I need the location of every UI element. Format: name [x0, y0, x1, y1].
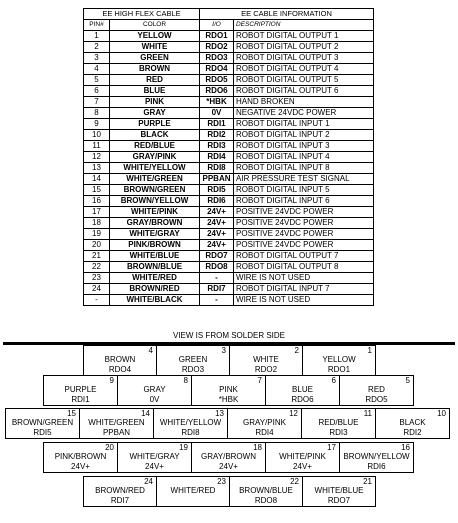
connector-pin-16 — [339, 442, 414, 473]
description-cell: POSITIVE 24VDC POWER — [234, 229, 374, 240]
io-cell: RDI4 — [200, 152, 234, 163]
description-cell: ROBOT DIGITAL OUTPUT 4 — [234, 64, 374, 75]
pin-number: 4 — [148, 346, 153, 355]
io-cell: RDO4 — [200, 64, 234, 75]
io-cell: RDI2 — [200, 130, 234, 141]
pin-signal: RDI2 — [403, 428, 422, 437]
column-header-io: I/O — [200, 20, 234, 31]
description-cell: ROBOT DIGITAL INPUT 5 — [234, 185, 374, 196]
description-cell: ROBOT DIGITAL INPUT 6 — [234, 196, 374, 207]
pin-number: 19 — [179, 443, 188, 452]
color-cell: RED/BLUE — [110, 141, 200, 152]
pin-wire-color: BROWN — [104, 355, 136, 364]
io-cell: RDO7 — [200, 251, 234, 262]
pin-cell: 13 — [84, 163, 110, 174]
connector-pin-2 — [229, 345, 303, 376]
color-cell: GRAY — [110, 108, 200, 119]
color-cell: BROWN — [110, 64, 200, 75]
io-cell: RDI3 — [200, 141, 234, 152]
pin-wire-color: GRAY — [143, 385, 166, 394]
pin-wire-color: YELLOW — [322, 355, 356, 364]
io-cell: RDI8 — [200, 163, 234, 174]
description-cell: ROBOT DIGITAL INPUT 4 — [234, 152, 374, 163]
color-cell: WHITE/BLUE — [110, 251, 200, 262]
pin-signal: RDO3 — [181, 365, 205, 374]
pin-wire-color: WHITE/PINK — [279, 452, 326, 461]
pin-number: 21 — [363, 477, 372, 486]
connector-pin-4 — [83, 345, 157, 376]
pin-signal: RDI4 — [255, 428, 274, 437]
io-cell: 24V+ — [200, 229, 234, 240]
pin-cell: 8 — [84, 108, 110, 119]
pin-cell: 9 — [84, 119, 110, 130]
pin-number: 1 — [367, 346, 372, 355]
io-cell: 0V — [200, 108, 234, 119]
description-cell: NEGATIVE 24VDC POWER — [234, 108, 374, 119]
color-cell: WHITE/GREEN — [110, 174, 200, 185]
pin-wire-color: BROWN/RED — [95, 486, 145, 495]
pin-number: 15 — [67, 409, 76, 418]
connector-pin-14 — [79, 408, 154, 439]
color-cell: YELLOW — [110, 31, 200, 42]
pin-signal: RDO8 — [254, 496, 278, 505]
color-cell: PINK/BROWN — [110, 240, 200, 251]
color-cell: BROWN/RED — [110, 284, 200, 295]
connector-pin-9 — [43, 375, 118, 406]
pin-signal: RDI8 — [181, 428, 200, 437]
description-cell: POSITIVE 24VDC POWER — [234, 218, 374, 229]
color-cell: BROWN/BLUE — [110, 262, 200, 273]
pin-wire-color: BROWN/GREEN — [11, 418, 74, 427]
pin-cell: 11 — [84, 141, 110, 152]
description-cell: ROBOT DIGITAL OUTPUT 1 — [234, 31, 374, 42]
pin-cell: 19 — [84, 229, 110, 240]
description-cell: ROBOT DIGITAL INPUT 1 — [234, 119, 374, 130]
connector-pin-1 — [302, 345, 376, 376]
color-cell: BLUE — [110, 86, 200, 97]
color-cell: WHITE/PINK — [110, 207, 200, 218]
connector-pin-12 — [227, 408, 302, 439]
pin-cell: 17 — [84, 207, 110, 218]
pin-wire-color: BROWN/BLUE — [239, 486, 293, 495]
connector-pin-21 — [302, 476, 376, 507]
io-cell: - — [200, 273, 234, 284]
pin-cell: 22 — [84, 262, 110, 273]
pin-cell: 5 — [84, 75, 110, 86]
io-cell: RDI5 — [200, 185, 234, 196]
pin-cell: 4 — [84, 64, 110, 75]
pin-number: 14 — [141, 409, 150, 418]
io-cell: RDI6 — [200, 196, 234, 207]
pin-signal: RDI1 — [71, 395, 90, 404]
pin-cell: 6 — [84, 86, 110, 97]
pin-number: 17 — [327, 443, 336, 452]
pin-signal: *HBK — [218, 395, 239, 404]
pin-wire-color: PINK — [219, 385, 238, 394]
pin-cell: 7 — [84, 97, 110, 108]
color-cell: GRAY/PINK — [110, 152, 200, 163]
pin-number: 7 — [257, 376, 262, 385]
pin-cell: 20 — [84, 240, 110, 251]
pin-number: 23 — [217, 477, 226, 486]
connector-pin-5 — [339, 375, 414, 406]
pin-wire-color: RED — [368, 385, 385, 394]
pin-cell: 1 — [84, 31, 110, 42]
pin-cell: 16 — [84, 196, 110, 207]
io-cell: 24V+ — [200, 218, 234, 229]
io-cell: 24V+ — [200, 207, 234, 218]
pin-number: 10 — [437, 409, 446, 418]
color-cell: GRAY/BROWN — [110, 218, 200, 229]
header-high-flex-cable: EE HIGH FLEX CABLE — [84, 9, 200, 20]
pin-cell: 12 — [84, 152, 110, 163]
color-cell: WHITE/GRAY — [110, 229, 200, 240]
column-header-color: COLOR — [110, 20, 200, 31]
color-cell: BLACK — [110, 130, 200, 141]
pin-cell: 15 — [84, 185, 110, 196]
connector-pin-22 — [229, 476, 303, 507]
io-cell: RDO3 — [200, 53, 234, 64]
connector-pin-6 — [265, 375, 340, 406]
description-cell: POSITIVE 24VDC POWER — [234, 240, 374, 251]
pin-signal: RDI7 — [110, 496, 130, 505]
pin-signal: 24V+ — [219, 462, 238, 471]
description-cell: ROBOT DIGITAL OUTPUT 6 — [234, 86, 374, 97]
pin-number: 22 — [290, 477, 299, 486]
connector-pin-23 — [156, 476, 230, 507]
connector-pin-3 — [156, 345, 230, 376]
column-header-pin: PIN# — [84, 20, 110, 31]
pin-number: 24 — [144, 477, 153, 486]
pin-wire-color: WHITE — [253, 355, 279, 364]
pin-signal: 0V — [149, 395, 160, 404]
pin-signal: RDO1 — [327, 365, 351, 374]
pin-number: 18 — [253, 443, 262, 452]
pin-number: 6 — [331, 376, 336, 385]
connector-pin-10 — [375, 408, 450, 439]
io-cell: - — [200, 295, 234, 306]
io-cell: RDI1 — [200, 119, 234, 130]
pin-wire-color: BLUE — [292, 385, 313, 394]
description-cell: ROBOT DIGITAL INPUT 3 — [234, 141, 374, 152]
description-cell: ROBOT DIGITAL INPUT 8 — [234, 163, 374, 174]
color-cell: WHITE/BLACK — [110, 295, 200, 306]
pin-number: 9 — [109, 376, 114, 385]
io-cell: RDO8 — [200, 262, 234, 273]
pin-wire-color: BLACK — [399, 418, 426, 427]
description-cell: ROBOT DIGITAL OUTPUT 3 — [234, 53, 374, 64]
pin-number: 2 — [294, 346, 299, 355]
description-cell: HAND BROKEN — [234, 97, 374, 108]
connector-pin-18 — [191, 442, 266, 473]
description-cell: POSITIVE 24VDC POWER — [234, 207, 374, 218]
pin-signal: RDI6 — [367, 462, 386, 471]
connector-pin-11 — [301, 408, 376, 439]
connector-pin-13 — [153, 408, 228, 439]
description-cell: ROBOT DIGITAL OUTPUT 5 — [234, 75, 374, 86]
description-cell: WIRE IS NOT USED — [234, 295, 374, 306]
description-cell: ROBOT DIGITAL INPUT 7 — [234, 284, 374, 295]
pin-cell: 2 — [84, 42, 110, 53]
pin-number: 3 — [221, 346, 226, 355]
color-cell: PURPLE — [110, 119, 200, 130]
pin-signal: RDI3 — [329, 428, 348, 437]
color-cell: WHITE/RED — [110, 273, 200, 284]
pin-wire-color: RED/BLUE — [318, 418, 359, 427]
pin-wire-color: WHITE/GREEN — [88, 418, 145, 427]
pin-signal: RDO5 — [365, 395, 388, 404]
pin-number: 11 — [363, 409, 372, 418]
pin-wire-color: WHITE/YELLOW — [159, 418, 222, 427]
connector-pin-20 — [43, 442, 118, 473]
pin-wire-color: PINK/BROWN — [54, 452, 107, 461]
color-cell: BROWN/YELLOW — [110, 196, 200, 207]
connector-pin-15 — [5, 408, 80, 439]
view-caption: VIEW IS FROM SOLDER SIDE — [172, 331, 285, 340]
pin-cell: 23 — [84, 273, 110, 284]
pin-wire-color: PURPLE — [64, 385, 97, 394]
connector-pin-17 — [265, 442, 340, 473]
color-cell: WHITE — [110, 42, 200, 53]
pin-wire-color: GREEN — [178, 355, 208, 364]
pin-cell: 3 — [84, 53, 110, 64]
pin-wire-color: WHITE/RED — [170, 486, 216, 495]
description-cell: ROBOT DIGITAL INPUT 2 — [234, 130, 374, 141]
pin-cell: 14 — [84, 174, 110, 185]
color-cell: GREEN — [110, 53, 200, 64]
pin-wire-color: BROWN/YELLOW — [343, 452, 410, 461]
pin-cell: 10 — [84, 130, 110, 141]
description-cell: ROBOT DIGITAL OUTPUT 2 — [234, 42, 374, 53]
pin-number: 5 — [405, 376, 410, 385]
pin-number: 12 — [289, 409, 298, 418]
io-cell: *HBK — [200, 97, 234, 108]
color-cell: RED — [110, 75, 200, 86]
color-cell: WHITE/YELLOW — [110, 163, 200, 174]
description-cell: ROBOT DIGITAL OUTPUT 7 — [234, 251, 374, 262]
column-header-description: DESCRIPTION — [234, 20, 374, 31]
io-cell: RDI7 — [200, 284, 234, 295]
connector-pin-24 — [83, 476, 157, 507]
pin-signal: RDO2 — [254, 365, 278, 374]
io-cell: RDO6 — [200, 86, 234, 97]
color-cell: PINK — [110, 97, 200, 108]
pin-number: 8 — [183, 376, 188, 385]
io-cell: 24V+ — [200, 240, 234, 251]
io-cell: PPBAN — [200, 174, 234, 185]
pin-signal: RDO7 — [327, 496, 351, 505]
description-cell: AIR PRESSURE TEST SIGNAL — [234, 174, 374, 185]
connector-pin-7 — [191, 375, 266, 406]
pin-wire-color: GRAY/BROWN — [201, 452, 256, 461]
pin-signal: 24V+ — [145, 462, 164, 471]
pin-wire-color: WHITE/GRAY — [129, 452, 180, 461]
connector-pin-19 — [117, 442, 192, 473]
io-cell: RDO5 — [200, 75, 234, 86]
pin-cell: 18 — [84, 218, 110, 229]
connector-pin-8 — [117, 375, 192, 406]
io-cell: RDO1 — [200, 31, 234, 42]
pin-signal: PPBAN — [102, 428, 131, 437]
header-cable-information: EE CABLE INFORMATION — [200, 9, 374, 20]
color-cell: BROWN/GREEN — [110, 185, 200, 196]
pin-wire-color: GRAY/PINK — [243, 418, 286, 427]
pin-wire-color: WHITE/BLUE — [314, 486, 364, 495]
pin-cell: - — [84, 295, 110, 306]
pin-signal: 24V+ — [71, 462, 90, 471]
pin-number: 13 — [215, 409, 224, 418]
pin-number: 16 — [401, 443, 410, 452]
description-cell: WIRE IS NOT USED — [234, 273, 374, 284]
pin-signal: RDO4 — [108, 365, 132, 374]
io-cell: RDO2 — [200, 42, 234, 53]
pin-signal: RDO6 — [291, 395, 314, 404]
pin-cell: 21 — [84, 251, 110, 262]
pin-signal: RDI5 — [33, 428, 52, 437]
pin-cell: 24 — [84, 284, 110, 295]
pin-signal: 24V+ — [293, 462, 312, 471]
pin-number: 20 — [105, 443, 114, 452]
description-cell: ROBOT DIGITAL OUTPUT 8 — [234, 262, 374, 273]
